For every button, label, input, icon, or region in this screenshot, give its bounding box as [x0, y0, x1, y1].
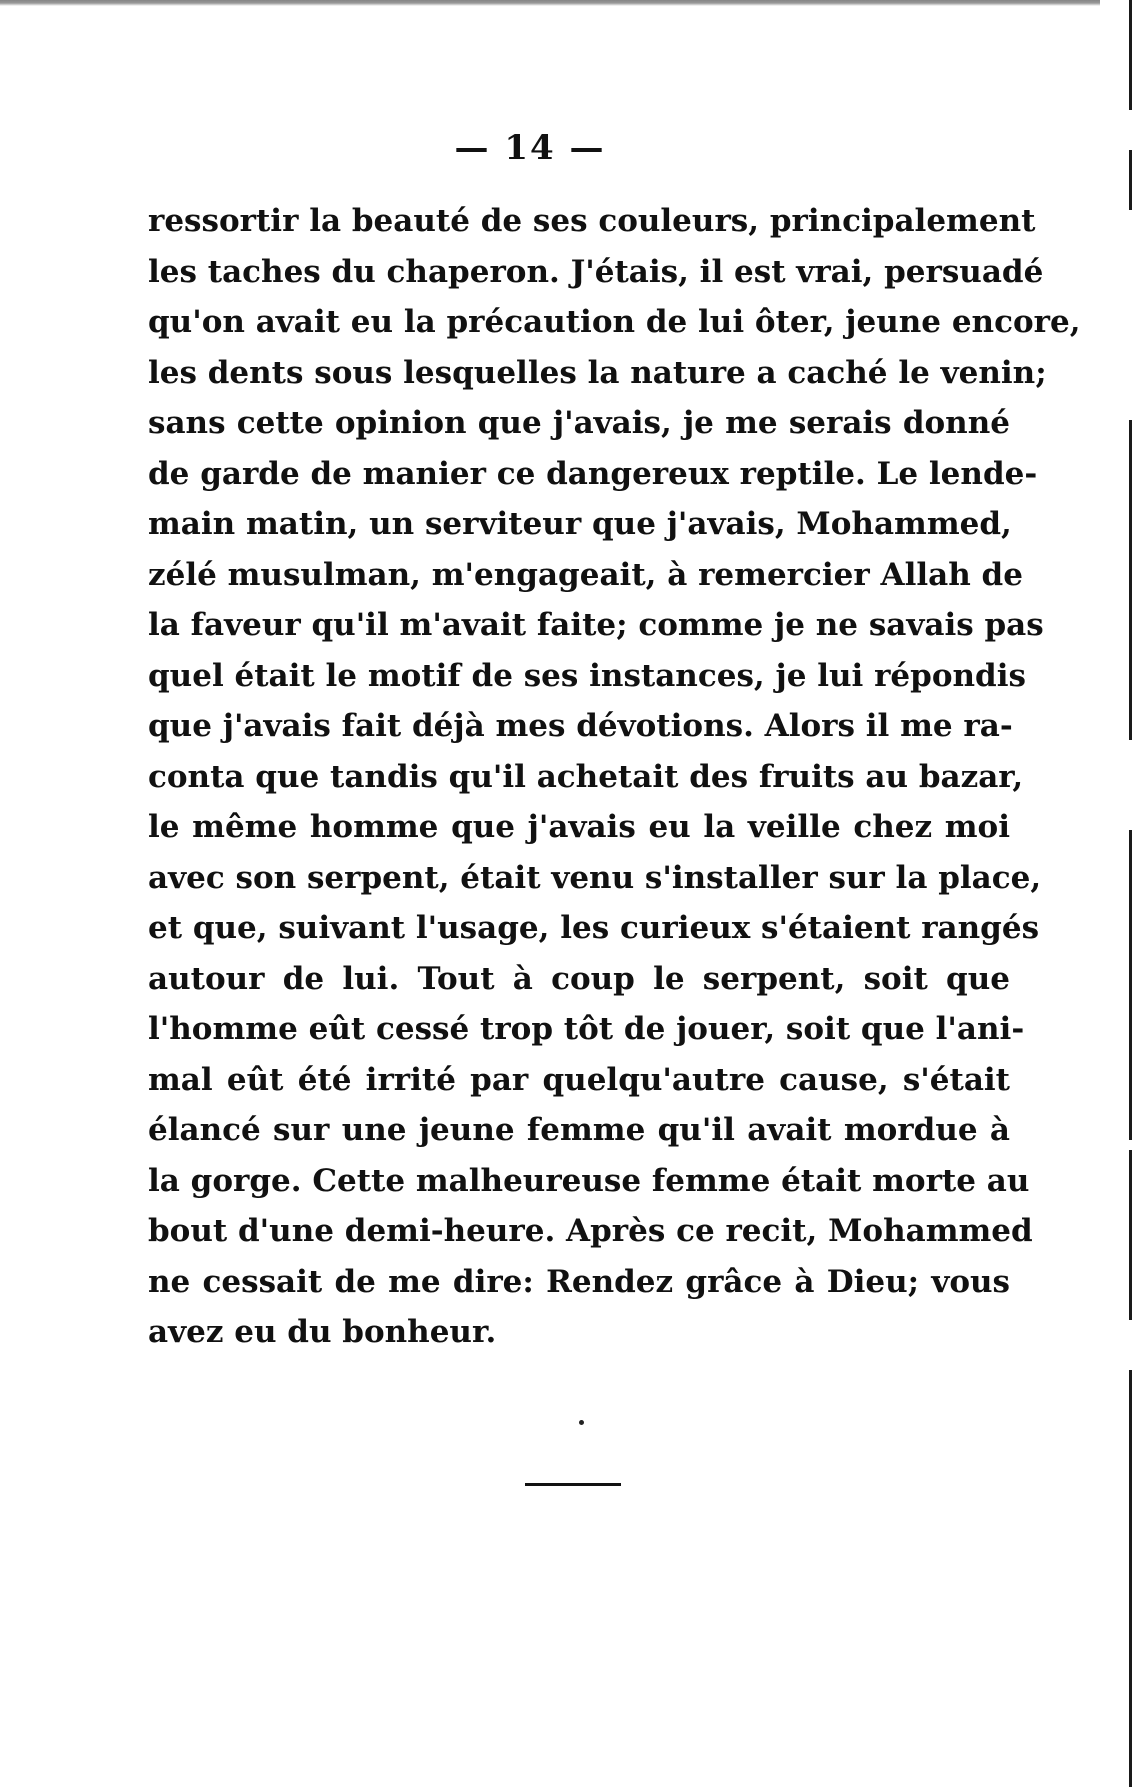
scan-edge-mark — [1129, 1150, 1132, 1320]
text-line: qu'on avait eu la précaution de lui ôter, jeune encore, — [148, 304, 1081, 340]
text-line: la gorge. Cette malheureuse femme était morte au — [148, 1162, 1030, 1199]
scan-edge-mark — [1129, 420, 1132, 740]
text-line: l'homme eût cessé trop tôt de jouer, soit que l'ani- — [148, 1011, 1025, 1047]
scan-right-margin — [1130, 0, 1140, 1787]
text-line: les taches du chaperon. J'étais, il est vrai, persuadé — [148, 253, 1044, 290]
text-line: et que, suivant l'usage, les curieux s'étaient rangés — [148, 910, 1040, 946]
text-line: avec son serpent, était venu s'installer sur la place, — [148, 859, 1042, 896]
page-number: — 14 — — [454, 128, 606, 168]
text-line: avez eu du bonheur. — [148, 1314, 497, 1350]
text-line: mal eût été irrité par quelqu'autre cause, s'était — [148, 1061, 1010, 1098]
text-line: autour de lui. Tout à coup le serpent, soit que — [148, 960, 1010, 997]
text-line: zélé musulman, m'engageait, à remercier Allah de — [148, 556, 1023, 593]
text-line: de garde de manier ce dangereux reptile. Le lende- — [148, 455, 1038, 492]
scan-speck — [579, 1420, 584, 1425]
scan-top-edge — [0, 0, 1100, 6]
end-rule-divider — [525, 1483, 621, 1486]
text-line: les dents sous lesquelles la nature a caché le venin; — [148, 354, 1047, 391]
scan-edge-mark — [1129, 830, 1132, 1140]
scan-edge-mark — [1129, 0, 1132, 110]
text-line: que j'avais fait déjà mes dévotions. Alors il me ra- — [148, 708, 1013, 744]
text-line: le même homme que j'avais eu la veille chez moi — [148, 809, 1010, 845]
text-line: conta que tandis qu'il achetait des fruits au bazar, — [148, 758, 1024, 795]
text-line: ne cessait de me dire: Rendez grâce à Dieu; vous — [148, 1263, 1010, 1300]
text-line: sans cette opinion que j'avais, je me serais donné — [148, 405, 1010, 441]
text-line: ressortir la beauté de ses couleurs, principalement — [148, 203, 1036, 239]
text-line: élancé sur une jeune femme qu'il avait mordue à — [148, 1112, 1010, 1148]
scan-edge-mark — [1129, 150, 1132, 210]
text-line: quel était le motif de ses instances, je lui répondis — [148, 657, 1026, 694]
scan-edge-mark — [1129, 1370, 1132, 1787]
text-line: bout d'une demi-heure. Après ce recit, Mohammed — [148, 1213, 1033, 1249]
text-line: la faveur qu'il m'avait faite; comme je ne savais pas — [148, 607, 1044, 643]
text-line: main matin, un serviteur que j'avais, Mohammed, — [148, 506, 1012, 542]
page-body-text — [148, 196, 1081, 1358]
